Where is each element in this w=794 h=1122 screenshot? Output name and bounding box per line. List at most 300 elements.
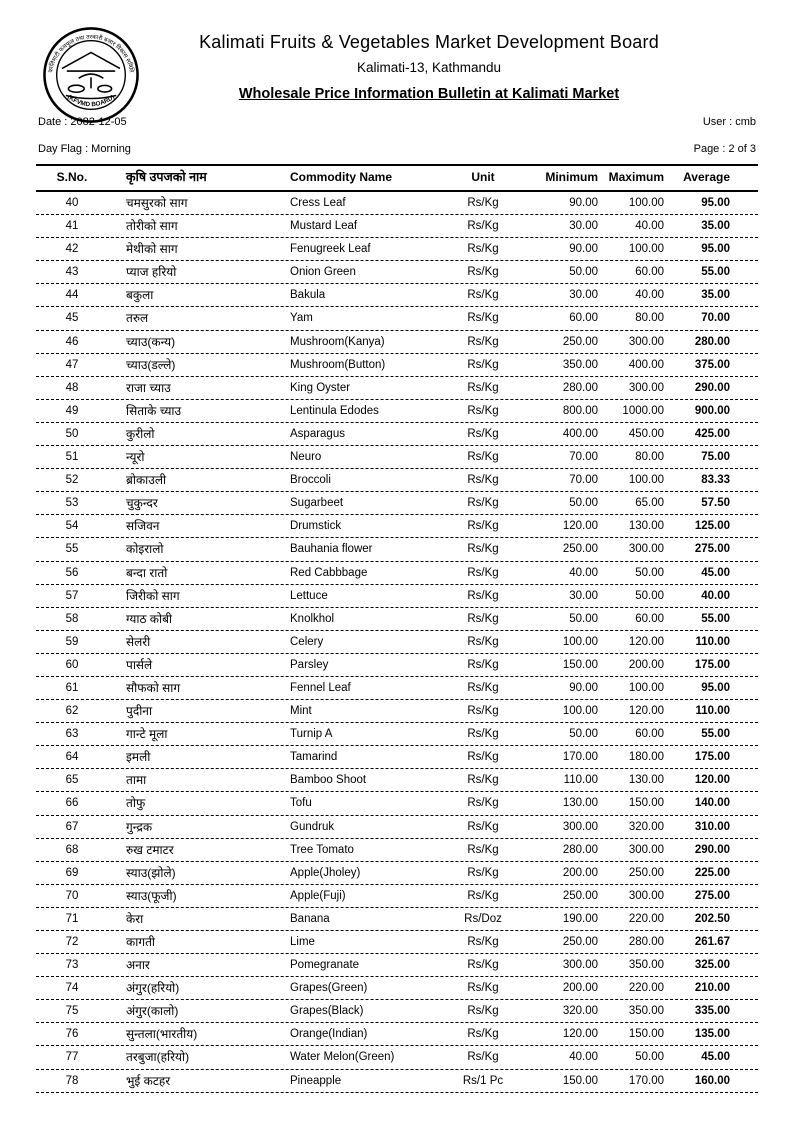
row-unit: Rs/Kg <box>467 220 499 233</box>
table-row <box>36 469 758 492</box>
row-sno: 49 <box>65 404 79 417</box>
row-average: 140.00 <box>694 797 730 810</box>
table-row <box>36 585 758 608</box>
table-body <box>36 192 758 1093</box>
table-row <box>36 769 758 792</box>
row-sno: 62 <box>65 705 79 718</box>
row-maximum: 120.00 <box>628 705 664 718</box>
row-average: 210.00 <box>694 982 730 995</box>
row-commodity-name: Bamboo Shoot <box>290 774 367 787</box>
row-commodity-name: Lettuce <box>290 589 328 602</box>
row-minimum: 170.00 <box>562 751 598 764</box>
row-unit: Rs/Kg <box>467 936 499 948</box>
row-maximum: 300.00 <box>628 381 664 394</box>
row-commodity-name: Onion Green <box>290 266 356 279</box>
row-sno: 64 <box>65 751 79 764</box>
row-nepali-name: सजिवन <box>126 519 160 534</box>
row-maximum: 80.00 <box>635 451 664 464</box>
table-row <box>36 977 758 1000</box>
row-commodity-name: Grapes(Black) <box>290 1005 364 1018</box>
row-unit: Rs/Kg <box>467 820 499 833</box>
row-commodity-name: Mushroom(Kanya) <box>290 335 385 348</box>
row-commodity-name: Parsley <box>290 658 329 671</box>
org-address: Kalimati-13, Kathmandu <box>356 60 502 75</box>
row-unit: Rs/Doz <box>464 912 502 925</box>
row-nepali-name: च्याउ(डल्ले) <box>126 357 176 372</box>
table-row <box>36 654 758 677</box>
row-maximum: 170.00 <box>628 1074 664 1087</box>
row-average: 175.00 <box>694 658 730 671</box>
row-nepali-name: सेलरी <box>126 634 151 649</box>
row-nepali-name: गान्टे मूला <box>126 727 168 742</box>
row-commodity-name: King Oyster <box>290 381 351 394</box>
row-minimum: 120.00 <box>562 520 598 533</box>
row-average: 335.00 <box>694 1005 730 1018</box>
page-label: Page : 2 of 3 <box>693 143 756 155</box>
row-minimum: 40.00 <box>569 566 598 579</box>
table-row <box>36 331 758 354</box>
row-sno: 70 <box>65 889 79 902</box>
row-nepali-name: ब्रोकाउली <box>126 473 167 488</box>
row-maximum: 65.00 <box>635 497 664 510</box>
row-sno: 78 <box>65 1074 79 1087</box>
row-nepali-name: न्यूरो <box>126 450 145 465</box>
row-unit: Rs/Kg <box>467 612 499 625</box>
row-nepali-name: तरबुजा(हरियो) <box>126 1050 190 1065</box>
row-nepali-name: ग्याठ कोबी <box>126 611 173 626</box>
row-commodity-name: Pineapple <box>290 1074 342 1087</box>
row-maximum: 150.00 <box>628 797 664 810</box>
row-sno: 66 <box>65 797 79 810</box>
row-sno: 46 <box>65 335 79 348</box>
row-maximum: 80.00 <box>635 312 664 325</box>
row-unit: Rs/Kg <box>467 197 499 209</box>
row-commodity-name: Yam <box>290 312 313 325</box>
row-unit: Rs/Kg <box>467 1028 499 1041</box>
row-unit: Rs/Kg <box>467 543 499 556</box>
row-sno: 45 <box>65 312 79 325</box>
row-maximum: 320.00 <box>628 820 664 833</box>
table-row <box>36 862 758 885</box>
row-nepali-name: जिरीको साग <box>126 588 180 603</box>
row-minimum: 100.00 <box>562 705 598 718</box>
table-row <box>36 677 758 700</box>
row-nepali-name: सिताके च्याउ <box>126 403 182 418</box>
row-nepali-name: चमसुरको साग <box>126 196 188 210</box>
row-commodity-name: Drumstick <box>290 520 342 533</box>
row-minimum: 50.00 <box>569 612 598 625</box>
row-nepali-name: च्याउ(कन्य) <box>126 334 176 349</box>
row-unit: Rs/Kg <box>467 889 499 902</box>
row-average: 310.00 <box>694 820 730 833</box>
row-commodity-name: Knolkhol <box>290 612 335 625</box>
seal-top-text: कालिमाटी फलफूल तथा तरकारी बजार विकास समिति <box>48 34 134 74</box>
meta-row-2 <box>0 143 794 155</box>
row-unit: Rs/Kg <box>467 404 499 417</box>
row-average: 175.00 <box>694 751 730 764</box>
row-average: 275.00 <box>694 889 730 902</box>
column-header-unit: Unit <box>471 170 495 184</box>
row-maximum: 300.00 <box>628 889 664 902</box>
row-sno: 56 <box>65 566 79 579</box>
row-minimum: 300.00 <box>562 820 598 833</box>
row-maximum: 60.00 <box>635 728 664 741</box>
row-unit: Rs/Kg <box>467 266 499 279</box>
row-unit: Rs/Kg <box>467 289 499 302</box>
row-unit: Rs/Kg <box>467 705 499 718</box>
row-average: 275.00 <box>694 543 730 556</box>
row-unit: Rs/Kg <box>467 427 499 440</box>
row-nepali-name: प्याज हरियो <box>126 265 177 280</box>
row-sno: 72 <box>65 936 79 948</box>
row-nepali-name: तामा <box>126 773 147 788</box>
row-minimum: 150.00 <box>562 1074 598 1087</box>
row-sno: 41 <box>65 220 79 233</box>
row-commodity-name: Fenugreek Leaf <box>290 243 371 256</box>
row-maximum: 250.00 <box>628 866 664 879</box>
row-maximum: 130.00 <box>628 774 664 787</box>
row-nepali-name: पार्सले <box>126 657 153 672</box>
row-sno: 77 <box>65 1051 79 1064</box>
row-sno: 61 <box>65 681 79 694</box>
row-nepali-name: रुख टमाटर <box>126 842 174 857</box>
date-label: Date : 2082-12-05 <box>38 116 127 128</box>
row-sno: 48 <box>65 381 79 394</box>
row-sno: 67 <box>65 820 79 833</box>
table-row <box>36 700 758 723</box>
row-commodity-name: Gundruk <box>290 820 335 833</box>
row-sno: 51 <box>65 451 79 464</box>
row-average: 55.00 <box>701 266 730 279</box>
row-minimum: 70.00 <box>569 451 598 464</box>
table-row <box>36 446 758 469</box>
seal-bottom-text: (KFVMD BOARD) <box>66 93 116 109</box>
row-sno: 69 <box>65 866 79 879</box>
table-row <box>36 261 758 284</box>
row-maximum: 40.00 <box>635 289 664 302</box>
row-average: 83.33 <box>701 474 730 487</box>
row-average: 125.00 <box>694 520 730 533</box>
row-unit: Rs/Kg <box>467 681 499 694</box>
row-minimum: 110.00 <box>563 774 598 787</box>
row-nepali-name: राजा च्याउ <box>126 380 171 395</box>
row-average: 35.00 <box>701 220 730 233</box>
row-maximum: 50.00 <box>635 566 664 579</box>
row-maximum: 450.00 <box>628 427 664 440</box>
row-nepali-name: केरा <box>126 911 144 926</box>
row-minimum: 30.00 <box>569 589 598 602</box>
row-minimum: 300.00 <box>562 959 598 972</box>
row-average: 290.00 <box>694 381 730 394</box>
row-unit: Rs/Kg <box>467 635 499 648</box>
row-sno: 50 <box>65 427 79 440</box>
table-row <box>36 931 758 954</box>
row-nepali-name: कोइरालो <box>126 542 164 557</box>
org-name: Kalimati Fruits & Vegetables Market Development Board <box>199 32 659 52</box>
row-maximum: 200.00 <box>628 658 664 671</box>
table-row <box>36 377 758 400</box>
row-maximum: 100.00 <box>628 681 664 694</box>
row-minimum: 200.00 <box>562 982 598 995</box>
row-commodity-name: Sugarbeet <box>290 497 344 510</box>
row-sno: 53 <box>65 497 79 510</box>
row-commodity-name: Tree Tomato <box>290 843 354 856</box>
row-minimum: 280.00 <box>562 381 598 394</box>
row-nepali-name: सौफको साग <box>126 680 181 695</box>
table-row <box>36 954 758 977</box>
user-label: User : cmb <box>702 116 756 128</box>
row-commodity-name: Fennel Leaf <box>290 681 351 694</box>
row-unit: Rs/Kg <box>467 451 499 464</box>
table-row <box>36 723 758 746</box>
table-row <box>36 816 758 839</box>
row-minimum: 190.00 <box>562 912 598 925</box>
row-minimum: 70.00 <box>569 474 598 487</box>
row-average: 70.00 <box>701 312 730 325</box>
row-commodity-name: Water Melon(Green) <box>290 1051 395 1064</box>
row-maximum: 100.00 <box>628 197 664 209</box>
table-row <box>36 307 758 330</box>
row-maximum: 1000.00 <box>622 404 664 417</box>
row-unit: Rs/Kg <box>467 381 499 394</box>
row-nepali-name: बन्दा रातो <box>126 565 168 580</box>
row-maximum: 60.00 <box>635 266 664 279</box>
row-unit: Rs/Kg <box>467 566 499 579</box>
row-average: 202.50 <box>694 912 730 925</box>
row-maximum: 180.00 <box>628 751 664 764</box>
row-commodity-name: Bauhania flower <box>290 543 373 556</box>
row-commodity-name: Tamarind <box>290 751 338 764</box>
row-commodity-name: Lentinula Edodes <box>290 404 379 417</box>
table-row <box>36 562 758 585</box>
row-minimum: 30.00 <box>569 220 598 233</box>
table-row <box>36 746 758 769</box>
row-commodity-name: Turnip A <box>290 728 333 741</box>
row-commodity-name: Mustard Leaf <box>290 220 358 233</box>
row-minimum: 350.00 <box>562 358 598 371</box>
row-sno: 58 <box>65 612 79 625</box>
row-minimum: 40.00 <box>569 1051 598 1064</box>
row-maximum: 300.00 <box>628 543 664 556</box>
row-sno: 54 <box>65 520 79 533</box>
row-unit: Rs/Kg <box>467 497 499 510</box>
row-commodity-name: Apple(Jholey) <box>290 866 361 879</box>
row-minimum: 30.00 <box>569 289 598 302</box>
row-average: 160.00 <box>694 1074 730 1087</box>
column-header-minimum: Minimum <box>545 170 598 184</box>
row-unit: Rs/Kg <box>467 728 499 741</box>
row-commodity-name: Grapes(Green) <box>290 982 368 995</box>
row-unit: Rs/1 Pc <box>462 1074 504 1087</box>
row-commodity-name: Mint <box>290 705 312 718</box>
row-average: 40.00 <box>701 589 730 602</box>
row-commodity-name: Celery <box>290 635 324 648</box>
row-unit: Rs/Kg <box>467 774 499 787</box>
row-commodity-name: Red Cabbbage <box>290 566 368 579</box>
row-average: 110.00 <box>695 635 730 648</box>
row-unit: Rs/Kg <box>467 1051 499 1064</box>
row-average: 425.00 <box>694 427 730 440</box>
row-maximum: 130.00 <box>628 520 664 533</box>
table-row <box>36 1070 758 1093</box>
row-sno: 59 <box>65 635 79 648</box>
row-sno: 57 <box>65 589 79 602</box>
row-average: 225.00 <box>694 866 730 879</box>
row-nepali-name: स्याउ(झोले) <box>126 865 176 880</box>
row-unit: Rs/Kg <box>467 520 499 533</box>
row-sno: 44 <box>65 289 79 302</box>
table-row <box>36 423 758 446</box>
row-average: 45.00 <box>701 566 730 579</box>
row-unit: Rs/Kg <box>467 959 499 972</box>
table-row <box>36 1023 758 1046</box>
row-commodity-name: Banana <box>290 912 330 925</box>
column-header-commodity: Commodity Name <box>290 170 393 184</box>
row-average: 75.00 <box>701 451 730 464</box>
column-header-maximum: Maximum <box>608 170 664 184</box>
row-average: 290.00 <box>694 843 730 856</box>
row-maximum: 100.00 <box>628 243 664 256</box>
row-nepali-name: कुरीलो <box>126 426 155 441</box>
table-row <box>36 354 758 377</box>
row-minimum: 50.00 <box>569 728 598 741</box>
row-nepali-name: तोरीको साग <box>126 219 178 234</box>
row-unit: Rs/Kg <box>467 751 499 764</box>
row-maximum: 60.00 <box>635 612 664 625</box>
day-flag-label: Day Flag : Morning <box>38 143 131 155</box>
row-unit: Rs/Kg <box>467 312 499 325</box>
row-unit: Rs/Kg <box>467 1005 499 1018</box>
row-maximum: 120.00 <box>628 635 664 648</box>
table-row <box>36 492 758 515</box>
row-unit: Rs/Kg <box>467 589 499 602</box>
row-average: 325.00 <box>694 959 730 972</box>
row-nepali-name: बकुला <box>126 288 154 303</box>
row-maximum: 300.00 <box>628 843 664 856</box>
row-unit: Rs/Kg <box>467 358 499 371</box>
row-commodity-name: Broccoli <box>290 474 331 487</box>
table-row <box>36 839 758 862</box>
row-minimum: 250.00 <box>562 889 598 902</box>
seal-illustration <box>63 52 120 98</box>
row-nepali-name: अनार <box>126 958 150 973</box>
row-commodity-name: Apple(Fuji) <box>290 889 346 902</box>
row-maximum: 50.00 <box>635 1051 664 1064</box>
row-average: 110.00 <box>695 705 730 718</box>
row-unit: Rs/Kg <box>467 335 499 348</box>
row-commodity-name: Orange(Indian) <box>290 1028 368 1041</box>
table-row <box>36 908 758 931</box>
row-maximum: 220.00 <box>628 982 664 995</box>
column-header-nepali: कृषि उपजको नाम <box>126 170 207 184</box>
row-sno: 68 <box>65 843 79 856</box>
row-commodity-name: Cress Leaf <box>290 197 346 209</box>
table-row <box>36 631 758 654</box>
row-minimum: 200.00 <box>562 866 598 879</box>
row-sno: 71 <box>65 912 79 925</box>
row-maximum: 350.00 <box>628 1005 664 1018</box>
row-nepali-name: कागती <box>126 935 156 949</box>
row-sno: 65 <box>65 774 79 787</box>
row-maximum: 220.00 <box>628 912 664 925</box>
row-maximum: 280.00 <box>628 936 664 948</box>
row-average: 120.00 <box>694 774 730 787</box>
row-nepali-name: चुकुन्दर <box>126 496 158 511</box>
row-maximum: 400.00 <box>628 358 664 371</box>
row-average: 280.00 <box>694 335 730 348</box>
row-unit: Rs/Kg <box>467 658 499 671</box>
table-row <box>36 1000 758 1023</box>
table-row <box>36 284 758 307</box>
row-unit: Rs/Kg <box>467 982 499 995</box>
row-average: 95.00 <box>701 243 730 256</box>
row-average: 35.00 <box>701 289 730 302</box>
row-commodity-name: Pomegranate <box>290 959 360 972</box>
row-commodity-name: Tofu <box>290 797 312 810</box>
row-maximum: 50.00 <box>635 589 664 602</box>
table-row <box>36 238 758 261</box>
row-minimum: 90.00 <box>569 243 598 256</box>
row-nepali-name: गुन्द्रक <box>126 819 153 834</box>
row-average: 135.00 <box>694 1028 730 1041</box>
row-minimum: 400.00 <box>562 427 598 440</box>
row-sno: 60 <box>65 658 79 671</box>
table-row <box>36 400 758 423</box>
row-minimum: 100.00 <box>562 635 598 648</box>
table-row <box>36 192 758 215</box>
row-average: 375.00 <box>694 358 730 371</box>
row-sno: 40 <box>65 197 79 209</box>
row-minimum: 150.00 <box>562 658 598 671</box>
row-minimum: 120.00 <box>562 1028 598 1041</box>
row-sno: 76 <box>65 1028 79 1041</box>
bulletin-title: Wholesale Price Information Bulletin at Kalimati Market <box>238 86 620 102</box>
row-sno: 42 <box>65 243 79 256</box>
row-maximum: 40.00 <box>635 220 664 233</box>
row-minimum: 800.00 <box>562 404 598 417</box>
row-commodity-name: Bakula <box>290 289 326 302</box>
row-minimum: 50.00 <box>569 266 598 279</box>
row-minimum: 50.00 <box>569 497 598 510</box>
table-row <box>36 885 758 908</box>
row-minimum: 130.00 <box>562 797 598 810</box>
row-sno: 63 <box>65 728 79 741</box>
table-row <box>36 608 758 631</box>
row-minimum: 320.00 <box>562 1005 598 1018</box>
row-unit: Rs/Kg <box>467 243 499 256</box>
row-sno: 43 <box>65 266 79 279</box>
row-maximum: 150.00 <box>628 1028 664 1041</box>
row-maximum: 350.00 <box>628 959 664 972</box>
row-nepali-name: अंगुर(कालो) <box>126 1004 179 1019</box>
row-nepali-name: सुन्तला(भारतीय) <box>126 1027 198 1042</box>
row-sno: 55 <box>65 543 79 556</box>
row-average: 45.00 <box>701 1051 730 1064</box>
table-row <box>36 538 758 561</box>
price-table <box>36 164 758 1093</box>
row-minimum: 60.00 <box>569 312 598 325</box>
row-sno: 74 <box>65 982 79 995</box>
row-average: 900.00 <box>694 404 730 417</box>
row-commodity-name: Lime <box>290 936 315 948</box>
row-minimum: 90.00 <box>569 681 598 694</box>
row-nepali-name: मेथीको साग <box>126 242 178 257</box>
row-average: 261.67 <box>694 936 730 948</box>
row-unit: Rs/Kg <box>467 474 499 487</box>
kfvmd-seal-logo <box>42 26 140 124</box>
table-row <box>36 1046 758 1069</box>
row-commodity-name: Asparagus <box>290 427 345 440</box>
